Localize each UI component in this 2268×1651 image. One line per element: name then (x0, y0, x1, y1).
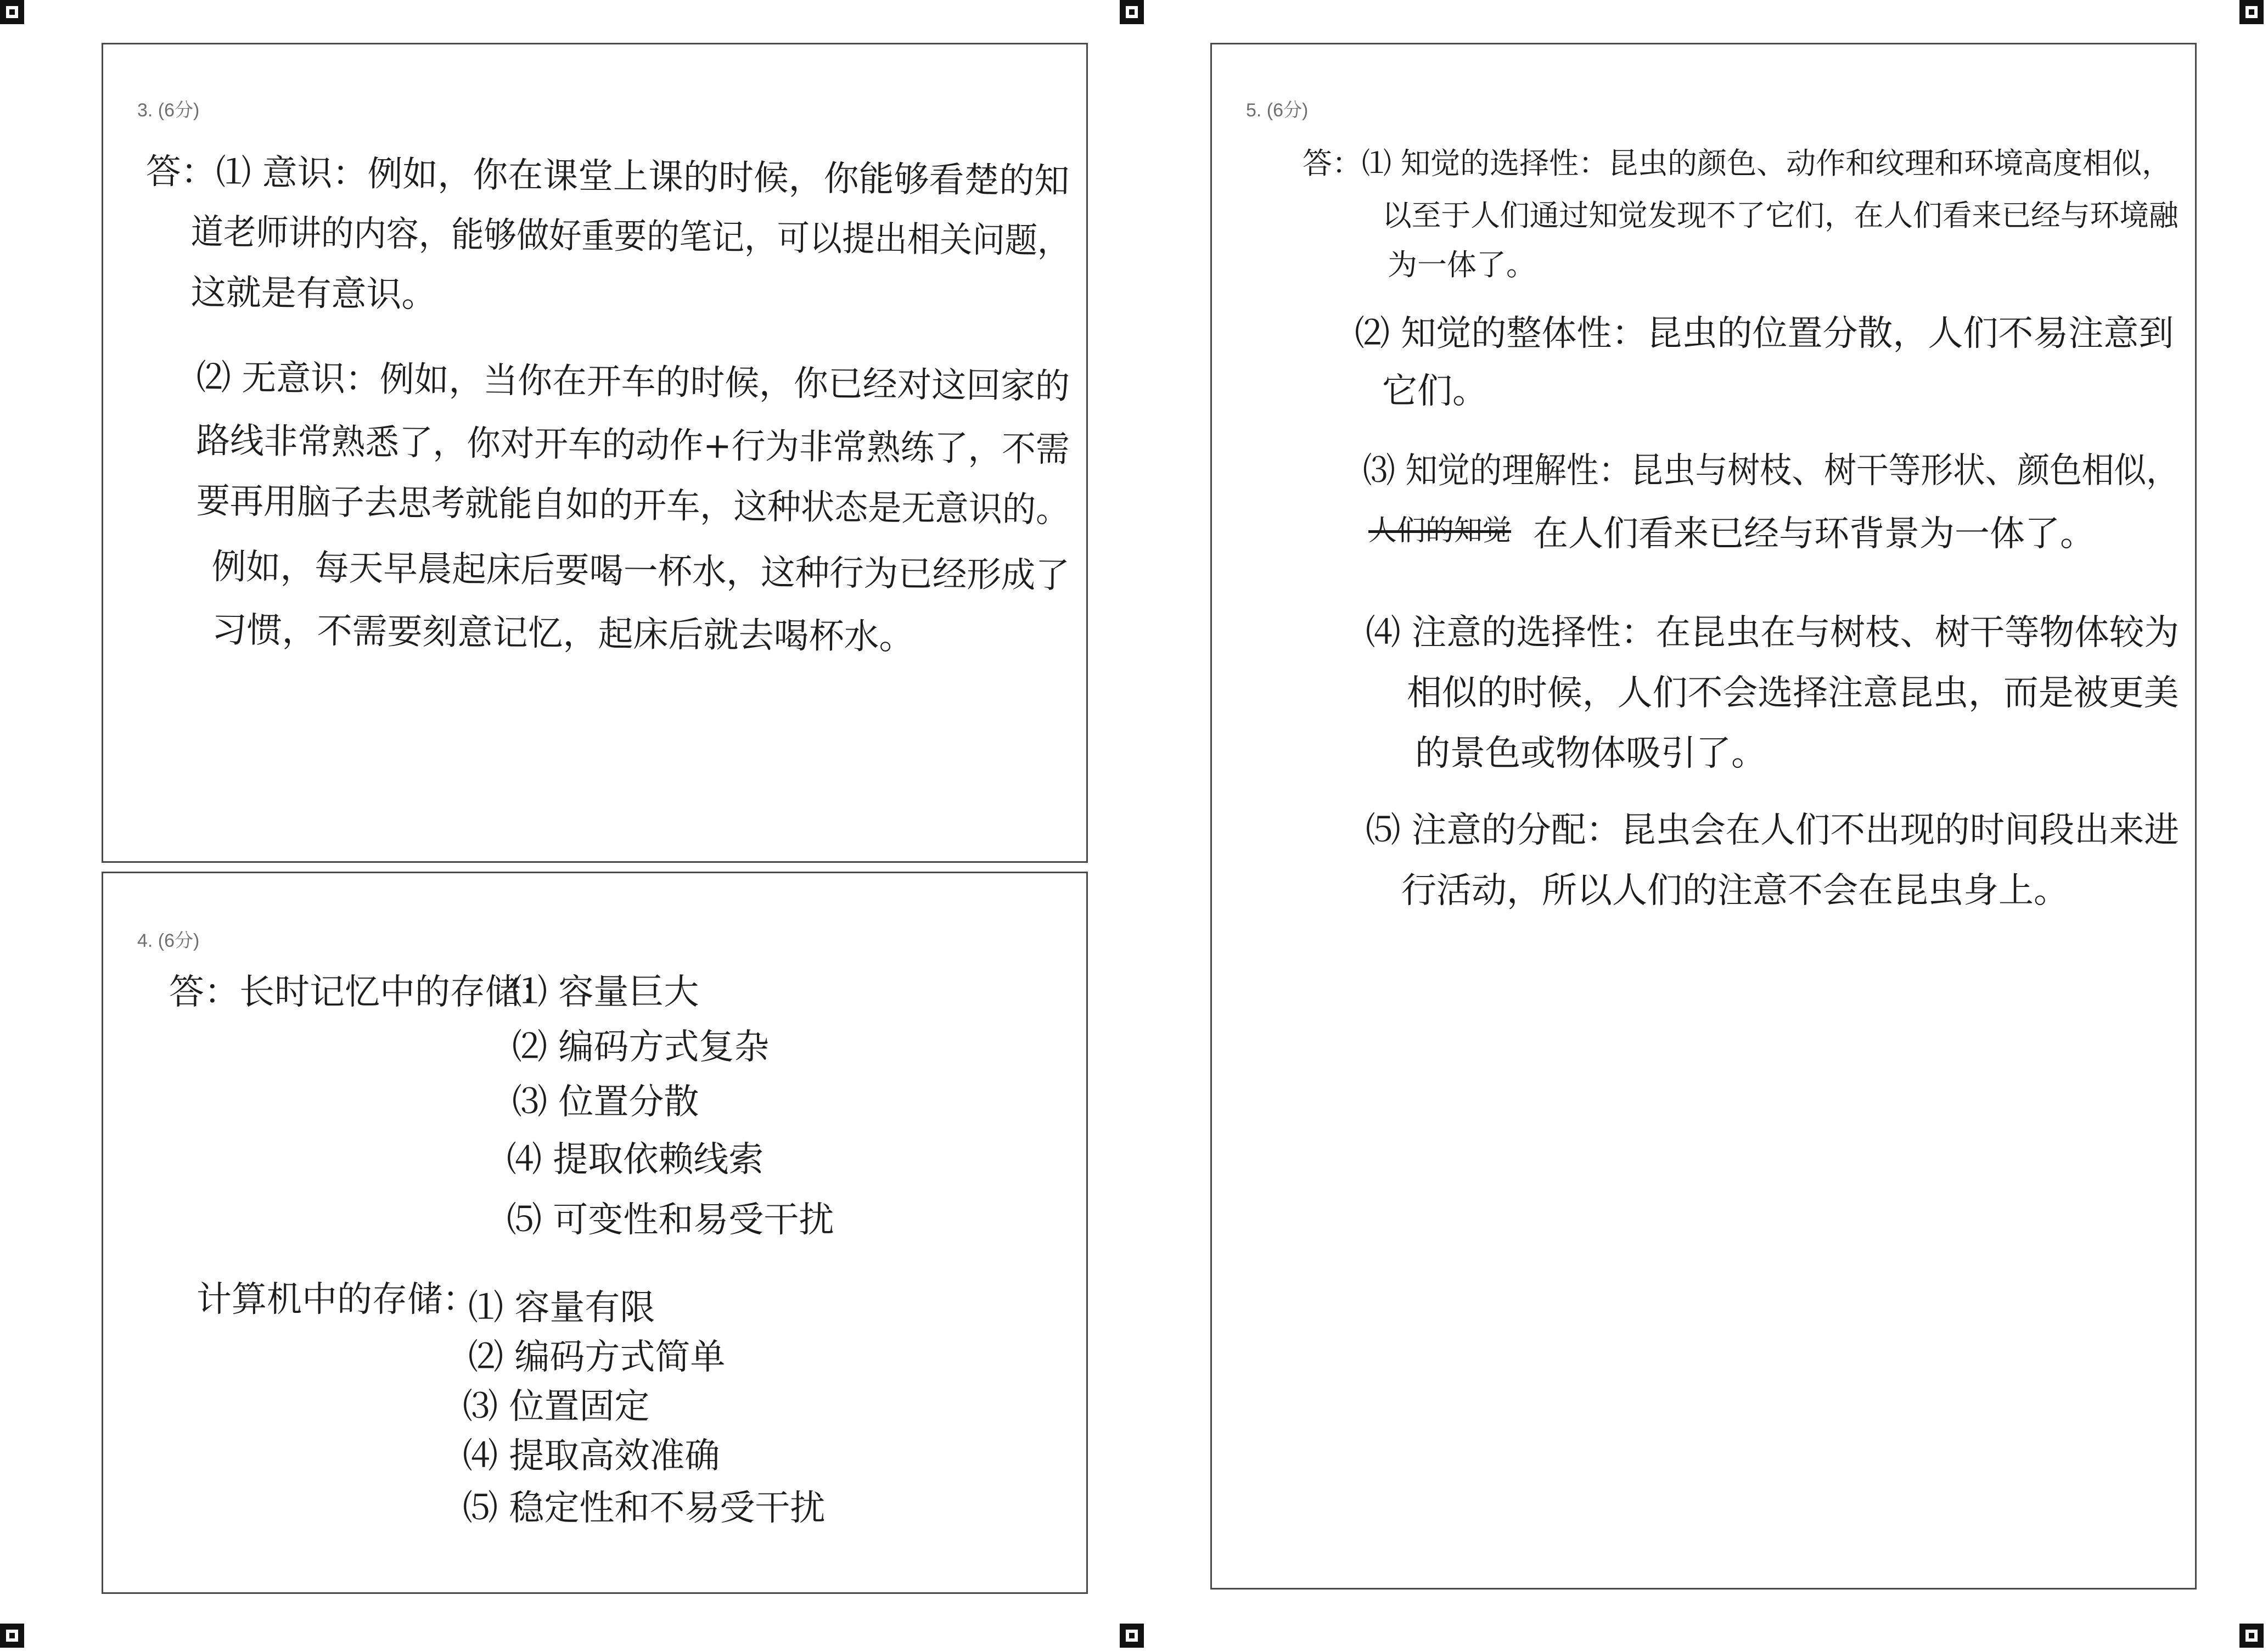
question-4-label: 4. (6分) (137, 930, 200, 951)
q4-long-item-2: ⑵ 编码方式复杂 (512, 1027, 770, 1068)
question-3-box (102, 43, 1088, 863)
q5-line-3: 为一体了。 (1388, 248, 1536, 282)
corner-marker-top-left (0, 0, 24, 24)
q4-computer-item-2: ⑵ 编码方式简单 (468, 1337, 726, 1378)
q5-line-5: 它们。 (1382, 371, 1487, 412)
q5-line-11: 的景色或物体吸引了。 (1415, 733, 1766, 774)
q3-line-6: 要再用脑子去思考就能自如的开车，这种状态是无意识的。 (196, 481, 1070, 531)
q4-long-item-5: ⑸ 可变性和易受干扰 (507, 1200, 834, 1240)
q3-line-8: 习惯，不需要刻意记忆，起床后就去喝杯水。 (211, 610, 914, 658)
q4-computer-item-5: ⑸ 稳定性和不易受干扰 (463, 1488, 826, 1529)
corner-marker-bottom-right (2239, 1624, 2264, 1648)
q4-long-item-3: ⑶ 位置分散 (512, 1082, 699, 1122)
question-4-box (102, 872, 1088, 1594)
q5-line-2: 以至于人们通过知觉发现不了它们，在人们看来已经与环境融 (1382, 198, 2179, 233)
q4-computer-item-3: ⑶ 位置固定 (463, 1386, 650, 1427)
q4-long-item-4: ⑷ 提取依赖线索 (507, 1139, 764, 1180)
q5-line-10: 相似的时候，人们不会选择注意昆虫，而是被更美 (1407, 673, 2179, 714)
q5-line-7-crossed-out: 人们的知觉 (1368, 514, 1512, 547)
q4-computer-item-4: ⑷ 提取高效准确 (463, 1436, 720, 1476)
q5-line-4: ⑵ 知觉的整体性：昆虫的位置分散，人们不易注意到 (1355, 313, 2174, 354)
q4-long-term-header: 答：长时记忆中的存储： (169, 972, 555, 1013)
q4-long-item-1: ⑴ 容量巨大 (512, 972, 699, 1013)
question-5-label: 5. (6分) (1246, 100, 1309, 121)
corner-marker-bottom-left (0, 1624, 24, 1648)
corner-marker-top-middle (1120, 0, 1144, 24)
q3-line-2: 道老师讲的内容，能够做好重要的笔记，可以提出相关问题， (190, 212, 1070, 262)
q3-line-7: 例如，每天早晨起床后要喝一杯水，这种行为已经形成了 (211, 547, 1070, 597)
q5-line-6: ⑶ 知觉的理解性：昆虫与树枝、树干等形状、颜色相似， (1363, 451, 2179, 491)
q5-line-9: ⑷ 注意的选择性：在昆虫在与树枝、树干等物体较为 (1366, 613, 2179, 653)
q5-line-12: ⑸ 注意的分配：昆虫会在人们不出现的时间段出来进 (1366, 810, 2179, 851)
q3-line-3: 这就是有意识。 (190, 272, 437, 316)
corner-marker-top-right (2239, 0, 2264, 24)
q3-line-5: 路线非常熟悉了，你对开车的动作+行为非常熟练了，不需 (196, 420, 1070, 470)
q5-line-8: 在人们看来已经与环背景为一体了。 (1533, 514, 2095, 554)
question-5-box (1210, 43, 2197, 1590)
q4-computer-item-1: ⑴ 容量有限 (468, 1288, 655, 1328)
corner-marker-bottom-middle (1120, 1624, 1144, 1648)
q3-line-1: 答：⑴ 意识：例如，你在课堂上课的时候，你能够看楚的知 (145, 151, 1070, 202)
q4-computer-header: 计算机中的存储： (197, 1279, 478, 1320)
q5-line-13: 行活动，所以人们的注意不会在昆虫身上。 (1401, 871, 2069, 911)
q5-line-1: 答：⑴ 知觉的选择性：昆虫的颜色、动作和纹理和环境高度相似， (1303, 146, 2172, 181)
question-3-label: 3. (6分) (137, 100, 200, 121)
q3-line-4: ⑵ 无意识：例如，当你在开车的时候，你已经对这回家的 (196, 357, 1070, 407)
